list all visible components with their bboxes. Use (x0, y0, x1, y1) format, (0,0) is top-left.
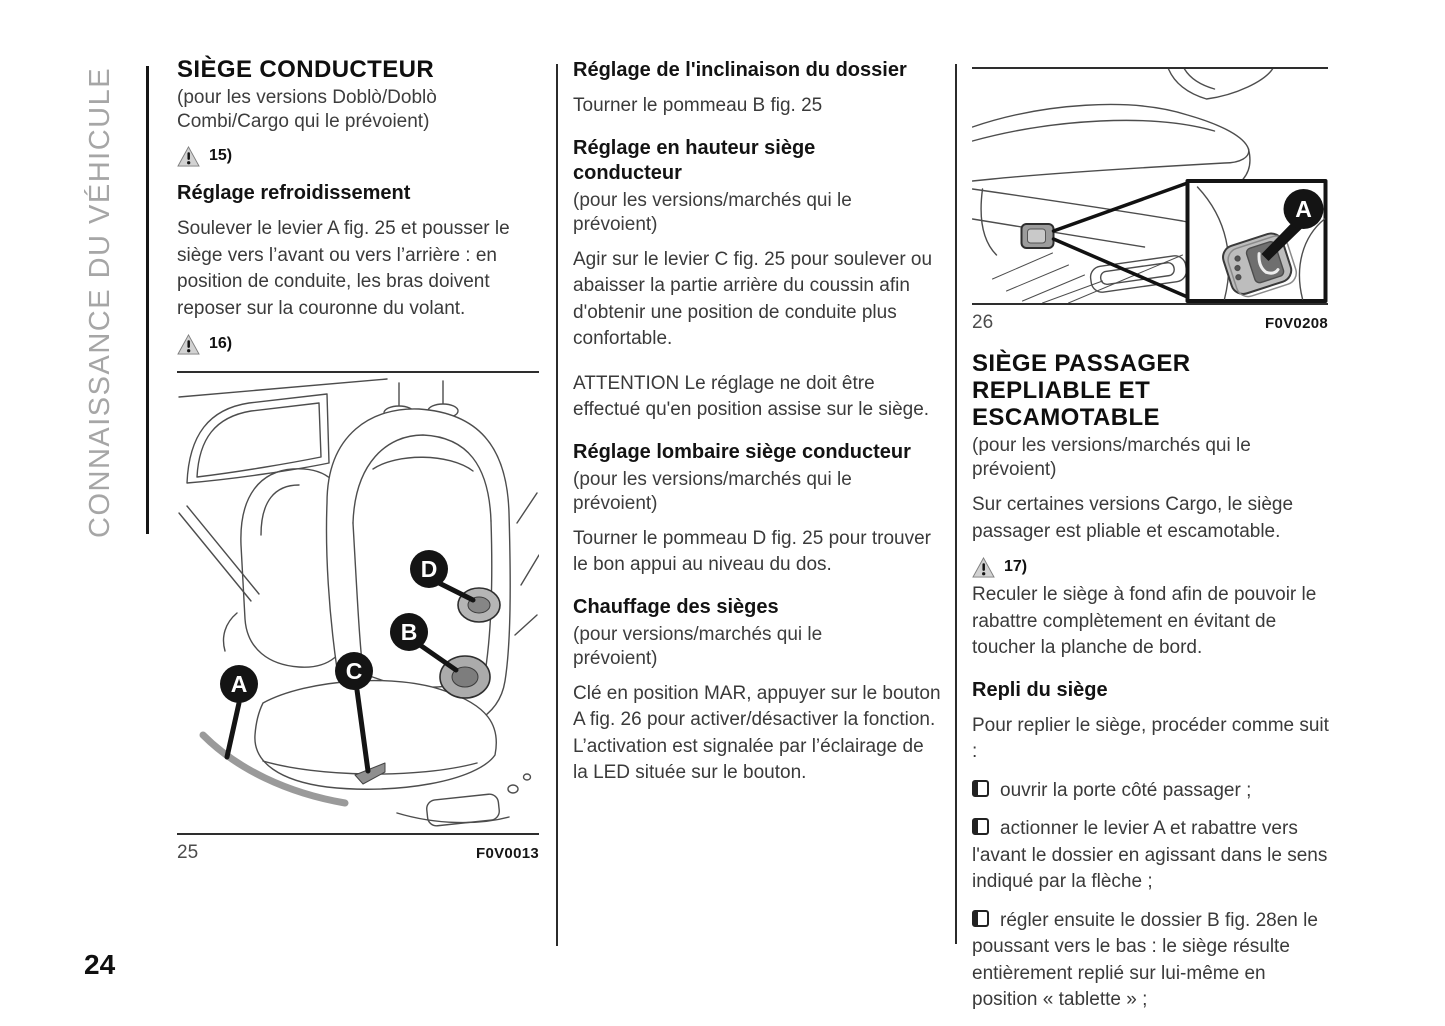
chapter-label: CONNAISSANCE DU VÉHICULE (84, 66, 116, 538)
callout-c-letter: C (345, 658, 363, 684)
figure-26-heating-button (972, 67, 1328, 305)
paragraph-move-seat-back: Reculer le siège à fond afin de pouvoir le rabattre complètement en évitant de toucher la planche de bord. (972, 584, 1317, 658)
paragraph-backrest-tilt: Tourner le pommeau B fig. 25 (573, 95, 823, 116)
heating-button-illustration (972, 69, 1328, 303)
paragraph-slide-adjustment: Soulever le levier A fig. 25 et pousser le siège vers l’avant ou vers l’arrière : en position de conduite, les bras doivent reposer sur la couronne du volant. (177, 218, 510, 319)
figure-number: 26 (972, 312, 994, 333)
bullet-square-icon (972, 780, 989, 797)
column-passenger-seat (972, 56, 1392, 1014)
column-driver-seat (177, 56, 540, 864)
figure-code: F0V0013 (476, 845, 539, 862)
column-divider-left (556, 64, 558, 946)
fold-steps-list (972, 778, 1392, 1014)
page-number: 24 (84, 949, 116, 980)
heading-lumbar: Réglage lombaire siège conducteur (573, 440, 911, 463)
paragraph-attention-note: ATTENTION Le réglage ne doit être effectué qu'en position assise sur le siège. (573, 372, 930, 420)
figure-26-caption (972, 305, 1328, 334)
section-title-driver-seat: SIÈGE CONDUCTEUR (177, 56, 435, 83)
column-divider-right (955, 64, 957, 944)
heading-seat-heating: Chauffage des sièges (573, 595, 779, 618)
heading-fold-seat: Repli du siège (972, 678, 1108, 701)
column-adjustments (573, 56, 943, 787)
callout-a-letter: A (230, 671, 248, 697)
subtitle-seat-heating: (pour versions/marchés qui le prévoient) (573, 623, 823, 669)
bullet-square-icon (972, 818, 989, 835)
list-item (972, 908, 1334, 1014)
heading-seat-height: Réglage en hauteur siège conducteur (573, 136, 816, 184)
heading-reglage-refroidissement: Réglage refroidissement (177, 182, 411, 204)
warning-number: 17) (1004, 558, 1028, 575)
warning-ref-row (177, 332, 540, 356)
heading-backrest-tilt: Réglage de l'inclinaison du dossier (573, 59, 907, 81)
warning-number: 15) (209, 147, 233, 164)
warning-number: 16) (209, 335, 233, 352)
subtitle-seat-height: (pour les versions/marchés qui le prévoient) (573, 189, 852, 235)
seat-adjusters-illustration (177, 373, 539, 833)
paragraph-seat-heating-led: L’activation est signalée par l’éclairage de la LED située sur le bouton. (573, 735, 924, 783)
figure-25-seat-adjusters (177, 371, 539, 835)
sidebar-rule (146, 66, 149, 534)
section-title-passenger-seat: SIÈGE PASSAGER REPLIABLE ET ESCAMOTABLE (972, 350, 1191, 431)
section-subtitle: (pour les versions/marchés qui le prévoient) (972, 435, 1251, 480)
list-item-text: régler ensuite le dossier B fig. 28en le poussant vers le bas : le siège résulte entièrement replié sur lui-même en position « tablette » ; (972, 909, 1318, 1010)
warning-ref-row (177, 144, 540, 168)
callout-b-letter: B (400, 619, 418, 645)
figure-25-caption (177, 835, 539, 864)
list-item-text: actionner le levier A et rabattre vers l'avant le dossier en agissant dans le sens indiqué par la flèche ; (972, 818, 1328, 892)
callout-d-letter: D (420, 556, 438, 582)
paragraph-lumbar: Tourner le pommeau D fig. 25 pour trouver le bon appui au niveau du dos. (573, 527, 932, 575)
paragraph-fold-procedure: Pour replier le siège, procéder comme suit : (972, 714, 1329, 762)
warning-triangle-icon (177, 334, 200, 355)
list-item (972, 816, 1334, 896)
warning-ref-row (972, 555, 1392, 579)
list-item-text: ouvrir la porte côté passager ; (1000, 779, 1252, 801)
list-item (972, 778, 1334, 805)
paragraph-cargo-versions: Sur certaines versions Cargo, le siège passager est pliable et escamotable. (972, 494, 1294, 542)
bullet-square-icon (972, 910, 989, 927)
callout-a-letter: A (1295, 196, 1312, 222)
paragraph-seat-heating-button: Clé en position MAR, appuyer sur le bouton A fig. 26 pour activer/désactiver la fonction. (573, 682, 941, 730)
warning-triangle-icon (972, 557, 995, 578)
warning-triangle-icon (177, 146, 200, 167)
subtitle-lumbar: (pour les versions/marchés qui le prévoient) (573, 468, 852, 514)
figure-number: 25 (177, 842, 199, 863)
paragraph-seat-height: Agir sur le levier C fig. 25 pour soulever ou abaisser la partie arrière du coussin afin d'obtenir une position de conduite plus confortable. (573, 248, 933, 349)
section-subtitle: (pour les versions Doblò/Doblò Combi/Cargo qui le prévoient) (177, 87, 437, 132)
figure-code: F0V0208 (1265, 315, 1328, 332)
